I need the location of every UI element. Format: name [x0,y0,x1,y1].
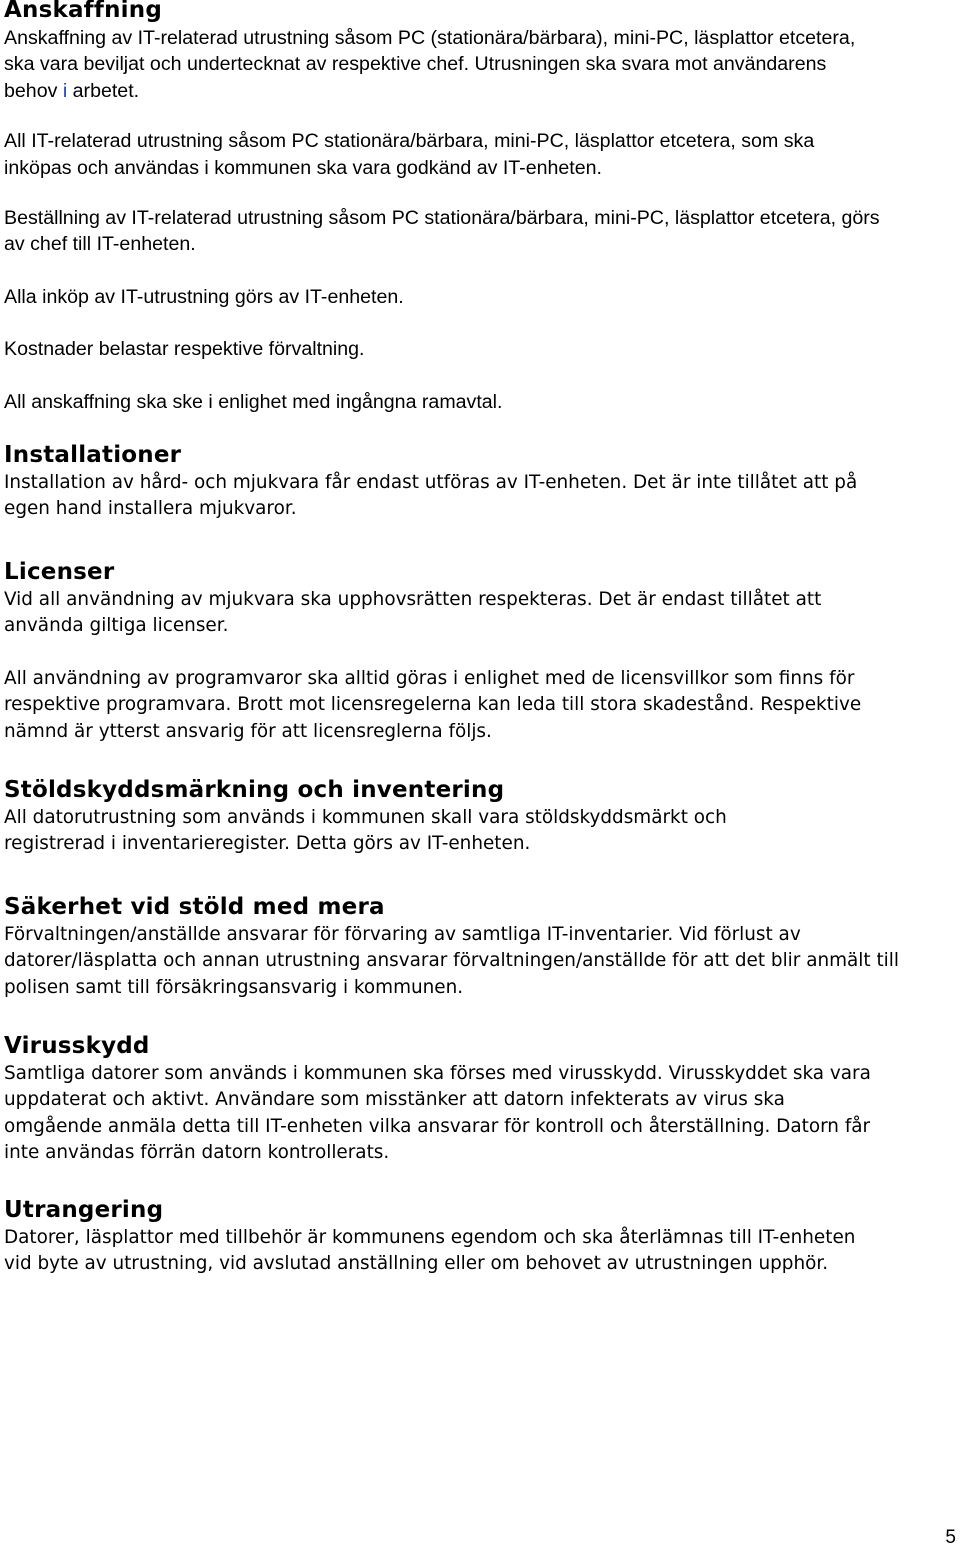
paragraph-stoldskydd-1: All datorutrustning som används i kommunen skall vara stöldskyddsmärkt och registrerad i inventarieregister. Detta görs av IT-enheten. [4,806,727,855]
paragraph-anskaffning-2: All IT-relaterad utrustning såsom PC stationära/bärbara, mini-PC, läsplattor etcetera, som ska inköpas och användas i kommunen ska vara godkänd av IT-enheten. [4,130,815,179]
heading-licenser: Licenser [4,558,115,585]
paragraph-utrangering-1: Datorer, läsplattor med tillbehör är kommunens egendom och ska återlämnas till IT-enheten vid byte av utrustning, vid avslutad anställning eller om behovet av utrustningen upphör. [4,1226,856,1274]
paragraph-anskaffning-1 [4,25,884,104]
paragraph-sakerhet-1: Förvaltningen/anställde ansvarar för förvaring av samtliga IT-inventarier. Vid förlust av datorer/läsplatta och annan utrustning ansvarar förvaltningen/anställde för att det blir anmält till polisen samt till försäkringsansvarig i kommunen. [4,923,900,998]
heading-virusskydd: Virusskydd [4,1032,150,1059]
heading-stoldskydd: Stöldskyddsmärkning och inventering [4,776,505,803]
paragraph-anskaffning-4: Alla inköp av IT-utrustning görs av IT-enheten. [4,285,404,308]
heading-installationer: Installationer [4,442,182,469]
paragraph-anskaffning-6: All anskaffning ska ske i enlighet med ingångna ramavtal. [4,390,503,413]
paragraph-anskaffning-1-text-b: arbetet. [67,79,140,102]
paragraph-anskaffning-5: Kostnader belastar respektive förvaltning. [4,338,365,361]
paragraph-anskaffning-1-text-a: Anskaffning av IT-relaterad utrustning såsom PC (stationära/bärbara), mini-PC, läsplattor etcetera, ska vara beviljat och undertecknat av respektive chef. Utrusningen ska svara mot användarens behov [4,27,856,102]
paragraph-licenser-1: Vid all användning av mjukvara ska upphovsrätten respekteras. Det är endast tillåtet att använda giltiga licenser. [4,588,822,637]
page-number: 5 [945,1527,956,1548]
paragraph-anskaffning-3: Beställning av IT-relaterad utrustning såsom PC stationära/bärbara, mini-PC, läsplattor etcetera, görs av chef till IT-enheten. [4,207,880,256]
paragraph-virusskydd-1: Samtliga datorer som används i kommunen ska förses med virusskydd. Virusskyddet ska vara uppdaterat och aktivt. Användare som misstänker att datorn infekterats av virus ska omgående anmäla detta till IT-enheten vilka ansvarar för kontroll och återställning. Datorn får inte användas förrän datorn kontrollerats. [4,1062,871,1164]
heading-sakerhet: Säkerhet vid stöld med mera [4,893,385,920]
paragraph-licenser-2: All användning av programvaror ska alltid göras i enlighet med de licensvillkor som finns för respektive programvara. Brott mot licensregelerna kan leda till stora skadestånd. Respektive nämnd är ytterst ansvarig för att licensreglerna följs. [4,667,862,742]
heading-utrangering: Utrangering [4,1196,164,1223]
heading-anskaffning: Anskaffning [4,0,162,23]
paragraph-installationer-1: Installation av hård- och mjukvara får endast utföras av IT-enheten. Det är inte tillåtet att på egen hand installera mjukvaror. [4,472,858,520]
paragraph-anskaffning-1-text-i: i [62,79,68,102]
document-content [4,0,904,1277]
